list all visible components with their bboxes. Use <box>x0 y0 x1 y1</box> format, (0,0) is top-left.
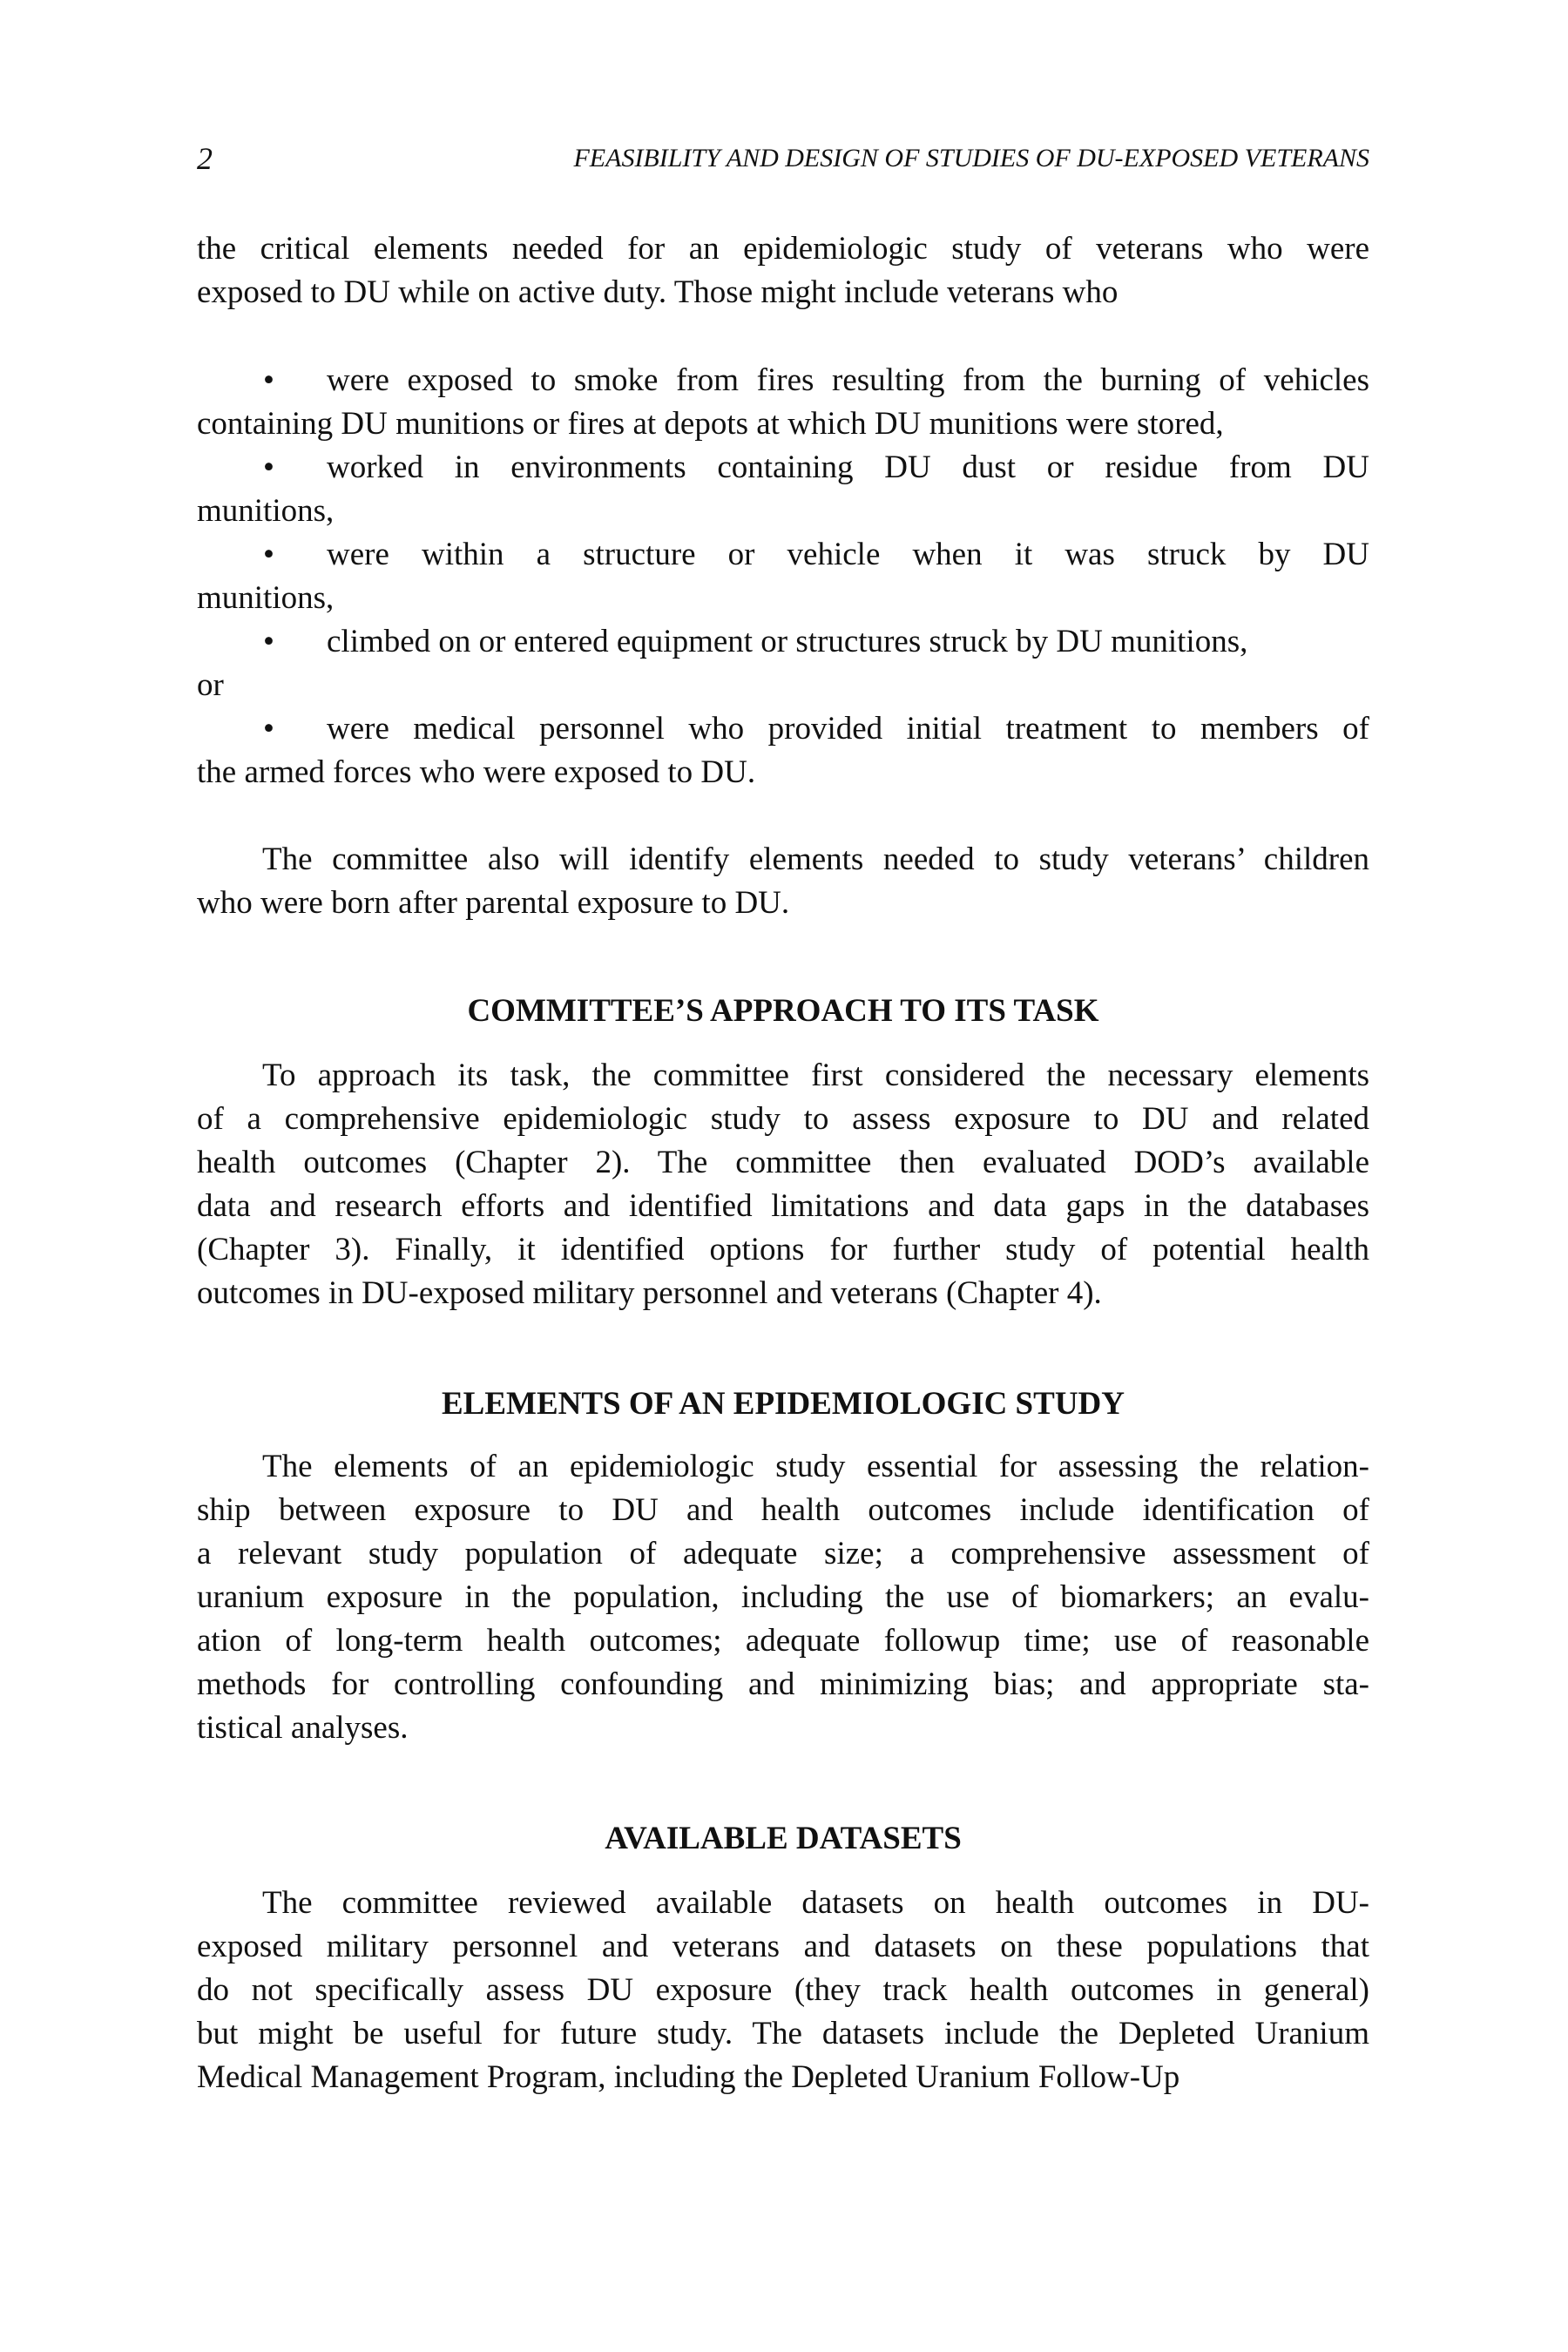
text-line: The committee also will identify elements needed to study veterans’ children <box>262 841 1369 877</box>
text-line: methods for controlling confounding and minimizing bias; and appropriate sta- <box>197 1666 1369 1702</box>
bullet-icon: • <box>263 449 274 485</box>
approach-paragraph <box>197 1054 1369 1315</box>
text-line: but might be useful for future study. The datasets include the Depleted Uranium <box>197 2016 1369 2051</box>
text-line: who were born after parental exposure to DU. <box>197 885 790 921</box>
text-line: data and research efforts and identified limitations and data gaps in the databases <box>197 1188 1369 1224</box>
text-line: the critical elements needed for an epidemiologic study of veterans who were <box>197 231 1369 267</box>
text-line: exposed military personnel and veterans and datasets on these populations that <box>197 1929 1369 1964</box>
text-line: Medical Management Program, including the Depleted Uranium Follow-Up <box>197 2059 1180 2095</box>
page-number: 2 <box>197 141 213 176</box>
datasets-paragraph <box>197 1882 1369 2099</box>
elements-paragraph <box>197 1445 1369 1750</box>
bullet-icon: • <box>263 624 274 659</box>
text-line: containing DU munitions or fires at depots at which DU munitions were stored, <box>197 406 1224 442</box>
text-line: To approach its task, the committee first considered the necessary elements <box>262 1058 1369 1093</box>
children-paragraph <box>197 838 1369 925</box>
text-line: ation of long-term health outcomes; adequate followup time; use of reasonable <box>197 1623 1369 1659</box>
bullet-text: climbed on or entered equipment or structures struck by DU munitions, <box>327 624 1248 659</box>
running-header <box>197 139 1369 178</box>
text-line: of a comprehensive epidemiologic study to assess exposure to DU and related <box>197 1101 1369 1137</box>
text-line: outcomes in DU-exposed military personnel and veterans (Chapter 4). <box>197 1275 1102 1311</box>
bullet-icon: • <box>263 537 274 572</box>
text-line: ship between exposure to DU and health outcomes include identification of <box>197 1492 1369 1528</box>
section-heading-approach: COMMITTEE’S APPROACH TO ITS TASK <box>467 993 1099 1029</box>
text-line: tistical analyses. <box>197 1710 409 1746</box>
text-line: the armed forces who were exposed to DU. <box>197 754 756 790</box>
bullet-text: were within a structure or vehicle when it was struck by DU <box>327 537 1369 572</box>
text-line: uranium exposure in the population, including the use of biomarkers; an evalu- <box>197 1579 1369 1615</box>
bullet-item <box>197 533 1369 577</box>
text-line: (Chapter 3). Finally, it identified options for further study of potential health <box>197 1232 1369 1267</box>
text-line: The committee reviewed available datasets on health outcomes in DU- <box>262 1885 1369 1921</box>
running-title: FEASIBILITY AND DESIGN OF STUDIES OF DU-EXPOSED VETERANS <box>573 144 1369 172</box>
bullet-item <box>197 359 1369 402</box>
bullet-text: were exposed to smoke from fires resulting from the burning of vehicles <box>327 362 1369 398</box>
text-line: do not specifically assess DU exposure (they track health outcomes in general) <box>197 1972 1369 2008</box>
bullet-item <box>197 707 1369 751</box>
section-heading-elements: ELEMENTS OF AN EPIDEMIOLOGIC STUDY <box>442 1386 1125 1422</box>
text-line: or <box>197 667 224 703</box>
bullet-text: worked in environments containing DU dust or residue from DU <box>327 449 1369 485</box>
bullet-item <box>197 620 1369 664</box>
bullet-icon: • <box>263 711 274 747</box>
text-line: The elements of an epidemiologic study essential for assessing the relation- <box>262 1449 1369 1484</box>
bullet-list <box>197 359 1369 794</box>
bullet-text: were medical personnel who provided initial treatment to members of <box>327 711 1369 747</box>
bullet-item <box>197 446 1369 490</box>
text-line: a relevant study population of adequate size; a comprehensive assessment of <box>197 1536 1369 1571</box>
text-line: munitions, <box>197 580 335 616</box>
text-line: munitions, <box>197 493 335 529</box>
intro-paragraph <box>197 227 1369 314</box>
text-line: exposed to DU while on active duty. Those might include veterans who <box>197 274 1119 310</box>
bullet-icon: • <box>263 362 274 398</box>
section-heading-datasets: AVAILABLE DATASETS <box>605 1821 962 1856</box>
text-line: health outcomes (Chapter 2). The committee then evaluated DOD’s available <box>197 1145 1369 1180</box>
